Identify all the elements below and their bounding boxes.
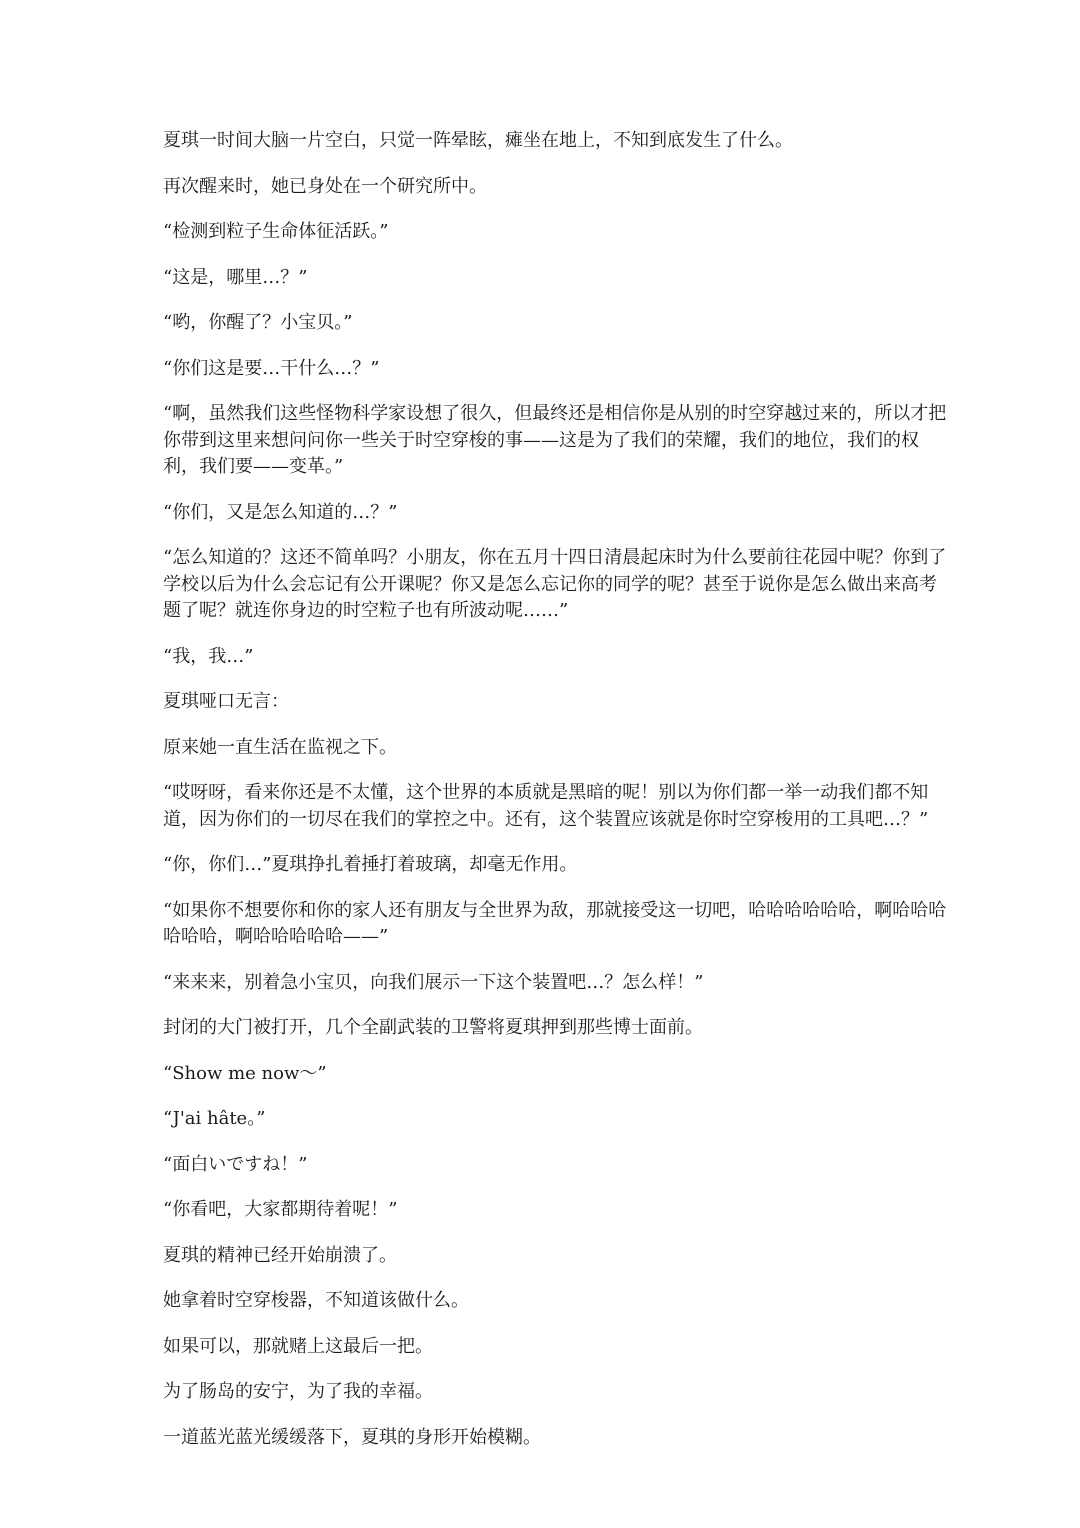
paragraph-25: 为了肠岛的安宁，为了我的幸福。 bbox=[163, 1381, 433, 1402]
paragraph-1: 夏琪一时间大脑一片空白，只觉一阵晕眩，瘫坐在地上，不知到底发生了什么。 bbox=[163, 130, 793, 151]
paragraph-22: 夏琪的精神已经开始崩溃了。 bbox=[163, 1244, 397, 1266]
paragraph-5: “哟，你醒了？小宝贝。” bbox=[163, 312, 353, 333]
paragraph-16: “来来来，别着急小宝贝，向我们展示一下这个装置吧…？怎么样！” bbox=[163, 971, 704, 993]
paragraph-12: 原来她一直生活在监视之下。 bbox=[163, 736, 397, 758]
paragraph-21: “你看吧，大家都期待着呢！” bbox=[163, 1199, 398, 1220]
paragraph-14: “你，你们…”夏琪挣扎着捶打着玻璃，却毫无作用。 bbox=[163, 854, 578, 875]
paragraph-11: 夏琪哑口无言： bbox=[163, 691, 289, 712]
paragraph-7: “啊，虽然我们这些怪物科学家设想了很久，但最终还是相信你是从别的时空穿越过来的，所以才把你带到这里来想问问你一些关于时空穿梭的事——这是为了我们的荣耀，我们的地位，我们的权利，我们要——变革。” bbox=[163, 403, 947, 477]
paragraph-17: 封闭的大门被打开，几个全副武装的卫警将夏琪押到那些博士面前。 bbox=[163, 1017, 703, 1038]
paragraph-3: “检测到粒子生命体征活跃。” bbox=[163, 221, 389, 242]
story-text bbox=[163, 128, 953, 1470]
paragraph-18: “Show me now～” bbox=[163, 1062, 327, 1084]
paragraph-9: “怎么知道的？这还不简单吗？小朋友，你在五月十四日清晨起床时为什么要前往花园中呢？你到了学校以后为什么会忘记有公开课呢？你又是怎么忘记你的同学的呢？甚至于说你是怎么做出来高考题了呢？就连你身边的时空粒子也有所波动呢……” bbox=[163, 547, 947, 621]
paragraph-26: 一道蓝光蓝光缓缓落下，夏琪的身形开始模糊。 bbox=[163, 1426, 541, 1448]
paragraph-15: “如果你不想要你和你的家人还有朋友与全世界为敌，那就接受这一切吧，哈哈哈哈哈哈，啊哈哈哈哈哈哈，啊哈哈哈哈哈——” bbox=[163, 899, 947, 947]
paragraph-23: 她拿着时空穿梭器，不知道该做什么。 bbox=[163, 1290, 469, 1311]
paragraph-24: 如果可以，那就赌上这最后一把。 bbox=[163, 1335, 433, 1357]
paragraph-6: “你们这是要…干什么…？” bbox=[163, 357, 380, 379]
paragraph-4: “这是，哪里…？” bbox=[163, 266, 308, 288]
paragraph-10: “我，我…” bbox=[163, 645, 254, 667]
paragraph-8: “你们，又是怎么知道的…？” bbox=[163, 501, 398, 523]
paragraph-2: 再次醒来时，她已身处在一个研究所中。 bbox=[163, 175, 487, 197]
paragraph-13: “哎呀呀，看来你还是不太懂，这个世界的本质就是黑暗的呢！别以为你们都一举一动我们都不知道，因为你们的一切尽在我们的掌控之中。还有，这个装置应该就是你时空穿梭用的工具吧…？” bbox=[163, 782, 929, 830]
paragraph-19: “J'ai hâte。” bbox=[163, 1108, 266, 1129]
paragraph-20: “面白いですね！” bbox=[163, 1153, 308, 1175]
